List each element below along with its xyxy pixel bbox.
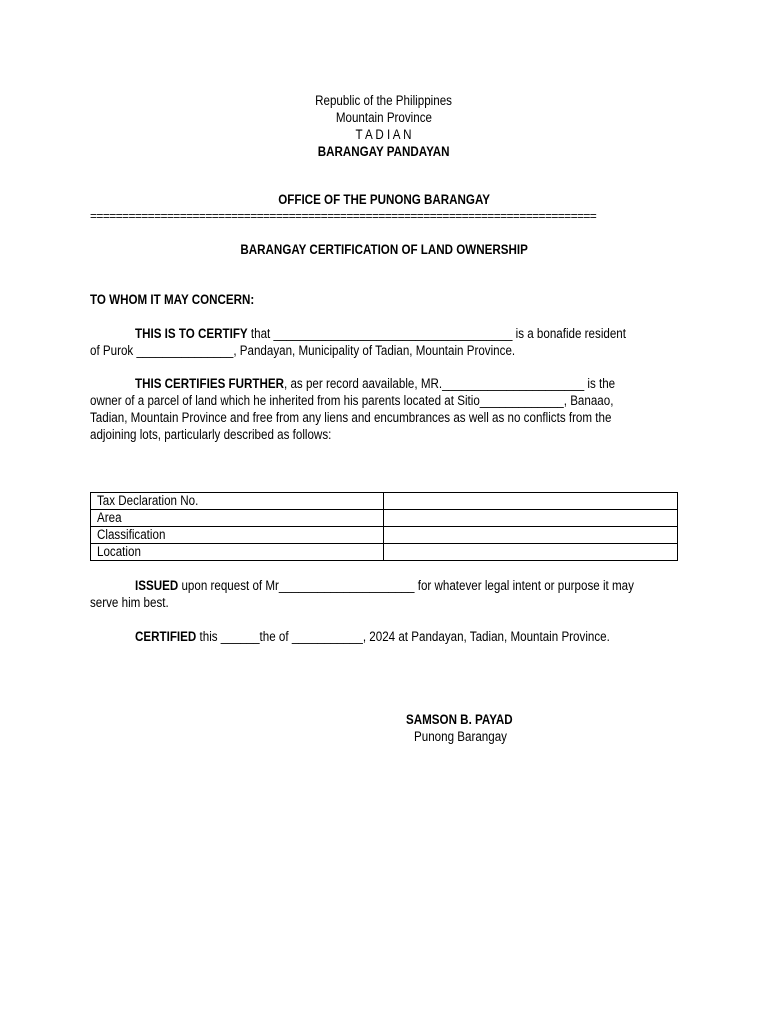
paragraph-further-line-3: Tadian, Mountain Province and free from any liens and encumbrances as well as no conflicts from the [90, 410, 612, 425]
further-line-1-text: , as per record aavailable, MR.______________________ is the [284, 376, 616, 391]
land-details-table [90, 492, 678, 561]
table-cell-label [91, 527, 384, 544]
table-cell-label [91, 544, 384, 561]
salutation [90, 292, 281, 307]
table-row [91, 544, 678, 561]
office-heading-text: OFFICE OF THE PUNONG BARANGAY [278, 192, 490, 207]
table-row [91, 493, 678, 510]
issued-line-1-text: upon request of Mr_____________________ for whatever legal intent or purpose it may [178, 578, 634, 593]
further-lead: THIS CERTIFIES FURTHER [135, 376, 285, 391]
paragraph-certify-line-1 [135, 325, 626, 342]
table-cell-value [384, 493, 678, 510]
paragraph-issued [90, 577, 678, 611]
paragraph-further-line-2: owner of a parcel of land which he inherited from his parents located at Sitio_____________, Banaao, [90, 393, 614, 408]
paragraph-further-line-4: adjoining lots, particularly described as follows: [90, 427, 332, 442]
table-label-location: Location [97, 544, 141, 559]
letterhead [0, 92, 768, 160]
header-barangay: BARANGAY PANDAYAN [318, 144, 450, 159]
signatory-title: Punong Barangay [414, 729, 507, 744]
paragraph-certified-line-1 [135, 628, 610, 645]
paragraph-further-line-1 [135, 375, 615, 392]
table-row [91, 510, 678, 527]
certify-line-1-text: that _____________________________________ is a bonafide resident [247, 326, 626, 341]
paragraph-issued-line-1 [135, 577, 634, 594]
table-label-area: Area [97, 510, 122, 525]
header-country: Republic of the Philippines [315, 93, 453, 108]
table-label-tax-declaration: Tax Declaration No. [97, 493, 199, 508]
issued-lead: ISSUED [135, 578, 179, 593]
separator-rule: =============================================================================== [90, 209, 597, 223]
document-title [0, 242, 768, 257]
signatory-name: SAMSON B. PAYAD [406, 712, 513, 727]
paragraph-issued-line-2: serve him best. [90, 595, 169, 610]
paragraph-certify-line-2: of Purok _______________, Pandayan, Municipality of Tadian, Mountain Province. [90, 343, 516, 358]
header-municipality: T A D I A N [356, 127, 412, 142]
table-row [91, 527, 678, 544]
certified-line-1-text: this ______the of ___________, 2024 at Pandayan, Tadian, Mountain Province. [196, 629, 610, 644]
document-title-text: BARANGAY CERTIFICATION OF LAND OWNERSHIP [240, 242, 528, 257]
table-label-classification: Classification [97, 527, 166, 542]
table-cell-label [91, 510, 384, 527]
office-heading [0, 192, 768, 207]
table-cell-value [384, 510, 678, 527]
salutation-text: TO WHOM IT MAY CONCERN: [90, 292, 255, 307]
table-cell-value [384, 544, 678, 561]
header-province: Mountain Province [335, 110, 433, 125]
paragraph-certify [90, 325, 678, 359]
table-cell-value [384, 527, 678, 544]
certified-lead: CERTIFIED [135, 629, 197, 644]
paragraph-further [90, 375, 678, 443]
table-cell-label [91, 493, 384, 510]
certify-lead: THIS IS TO CERTIFY [135, 326, 248, 341]
paragraph-certified [90, 628, 678, 645]
signature-block [406, 711, 530, 745]
